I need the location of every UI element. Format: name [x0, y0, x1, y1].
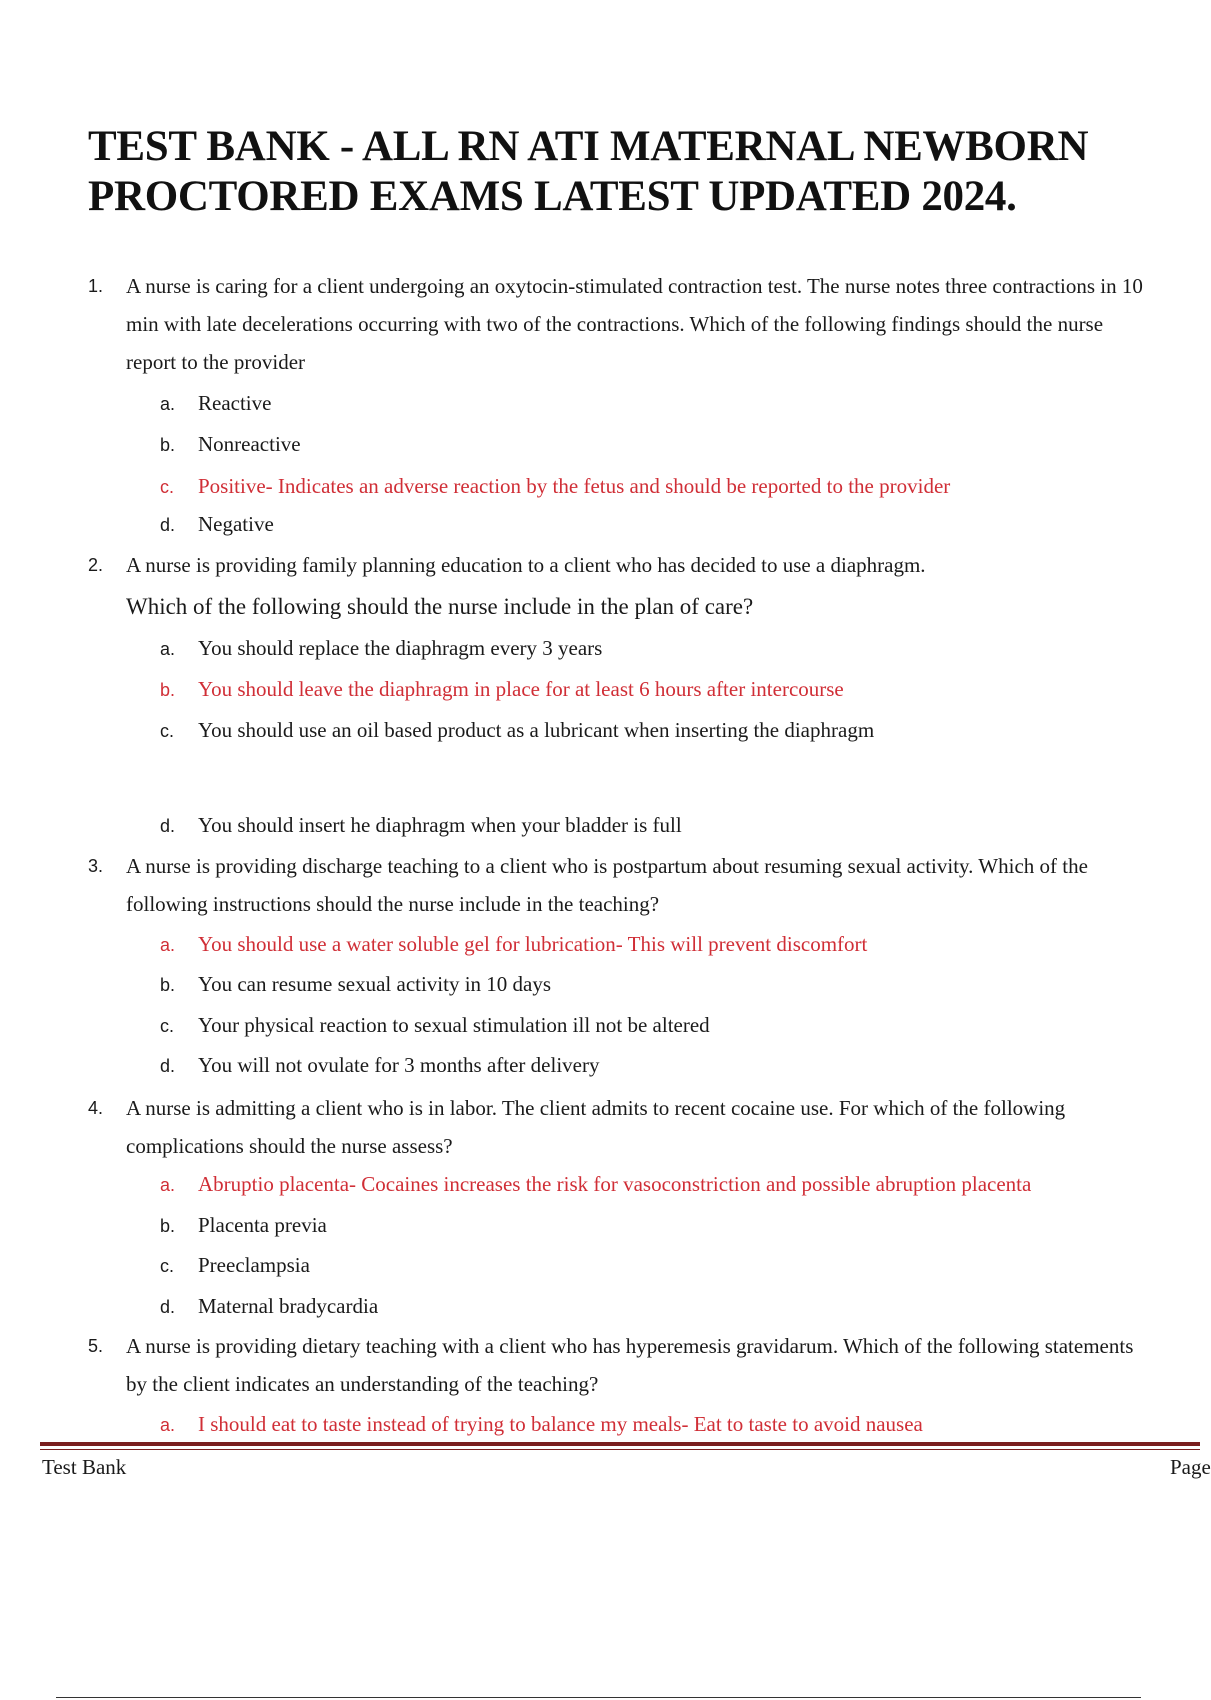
option-letter: d. [160, 1297, 176, 1317]
option-letter: a. [160, 1175, 176, 1195]
question-number: 2. [88, 555, 104, 575]
option-text: You should use an oil based product as a lubricant when inserting the diaphragm [198, 718, 875, 742]
question-text-line: A nurse is caring for a client undergoing an oxytocin-stimulated contraction test. The nurse notes three contractions in 10 [126, 274, 1143, 298]
question-2 [88, 546, 1208, 626]
question-text-line: following instructions should the nurse include in the teaching? [126, 892, 660, 916]
option-text: You should use a water soluble gel for lubrication- This will prevent discomfort [198, 932, 868, 956]
option-4c [160, 1246, 310, 1285]
question-text-line: min with late decelerations occurring with two of the contractions. Which of the following findings should the nurse [126, 312, 1104, 336]
question-1 [88, 267, 1208, 381]
footer-divider-thin [40, 1449, 1200, 1450]
footer-page-label: Page [1170, 1455, 1211, 1479]
footer-label: Test Bank [42, 1455, 127, 1479]
option-letter: c. [160, 477, 175, 497]
option-3b [160, 965, 551, 1004]
option-letter: d. [160, 515, 176, 535]
option-text: You will not ovulate for 3 months after delivery [198, 1053, 600, 1077]
question-number: 4. [88, 1098, 104, 1118]
option-letter: c. [160, 721, 175, 741]
option-4b [160, 1206, 327, 1245]
option-4d [160, 1287, 378, 1326]
option-text: Abruptio placenta- Cocaines increases the risk for vasoconstriction and possible abruption placenta [198, 1172, 1032, 1196]
question-text-line: A nurse is providing discharge teaching to a client who is postpartum about resuming sexual activity. Which of the [126, 854, 1088, 878]
option-text: Positive- Indicates an adverse reaction by the fetus and should be reported to the provider [198, 474, 951, 498]
question-5 [88, 1327, 1208, 1403]
option-letter: d. [160, 816, 176, 836]
option-text: You should insert he diaphragm when your bladder is full [198, 813, 682, 837]
option-text: Preeclampsia [198, 1253, 310, 1277]
question-number: 3. [88, 856, 104, 876]
option-2c [160, 711, 874, 750]
question-text-line: A nurse is providing family planning education to a client who has decided to use a diaphragm. [126, 553, 926, 577]
option-text: Your physical reaction to sexual stimulation ill not be altered [198, 1013, 710, 1037]
option-letter: c. [160, 1016, 175, 1036]
option-3c [160, 1006, 710, 1045]
question-text-line: complications should the nurse assess? [126, 1134, 453, 1158]
option-1b [160, 425, 301, 464]
title-line-1: TEST BANK - ALL RN ATI MATERNAL NEWBORN [88, 123, 1089, 170]
option-2b-correct [160, 670, 844, 709]
question-text-line: Which of the following should the nurse include in the plan of care? [126, 594, 754, 619]
question-text-line: A nurse is admitting a client who is in labor. The client admits to recent cocaine use. For which of the following [126, 1096, 1066, 1120]
option-text: Placenta previa [198, 1213, 327, 1237]
document-title [88, 122, 1188, 222]
option-text: Negative [198, 512, 274, 536]
question-text-line: report to the provider [126, 350, 306, 374]
option-letter: b. [160, 435, 176, 455]
option-2a [160, 629, 602, 668]
question-3 [88, 847, 1208, 923]
option-text: You should leave the diaphragm in place for at least 6 hours after intercourse [198, 677, 844, 701]
option-5a-correct [160, 1405, 923, 1444]
option-1c-correct [160, 467, 950, 506]
question-4 [88, 1089, 1208, 1165]
option-letter: c. [160, 1256, 175, 1276]
option-letter: a. [160, 1415, 176, 1435]
question-number: 5. [88, 1336, 104, 1356]
option-text: I should eat to taste instead of trying to balance my meals- Eat to taste to avoid nausea [198, 1412, 923, 1436]
option-4a-correct [160, 1165, 1031, 1204]
option-1d [160, 505, 274, 544]
option-3a-correct [160, 925, 867, 964]
option-text: Reactive [198, 391, 272, 415]
question-text-line: by the client indicates an understanding of the teaching? [126, 1372, 599, 1396]
option-text: You can resume sexual activity in 10 days [198, 972, 552, 996]
option-letter: d. [160, 1056, 176, 1076]
question-number: 1. [88, 276, 104, 296]
title-line-2: PROCTORED EXAMS LATEST UPDATED 2024. [88, 173, 1017, 220]
option-letter: b. [160, 680, 176, 700]
option-letter: a. [160, 639, 176, 659]
option-text: You should replace the diaphragm every 3 years [198, 636, 603, 660]
option-3d [160, 1046, 599, 1085]
option-letter: a. [160, 935, 176, 955]
option-text: Maternal bradycardia [198, 1294, 379, 1318]
option-2d [160, 806, 682, 845]
option-1a [160, 384, 271, 423]
option-letter: b. [160, 1216, 176, 1236]
page-bottom-rule [56, 1697, 1141, 1698]
option-letter: a. [160, 394, 176, 414]
footer-divider-thick [40, 1442, 1200, 1446]
option-text: Nonreactive [198, 432, 301, 456]
option-letter: b. [160, 975, 176, 995]
question-text-line: A nurse is providing dietary teaching with a client who has hyperemesis gravidarum. Which of the following statements [126, 1334, 1134, 1358]
